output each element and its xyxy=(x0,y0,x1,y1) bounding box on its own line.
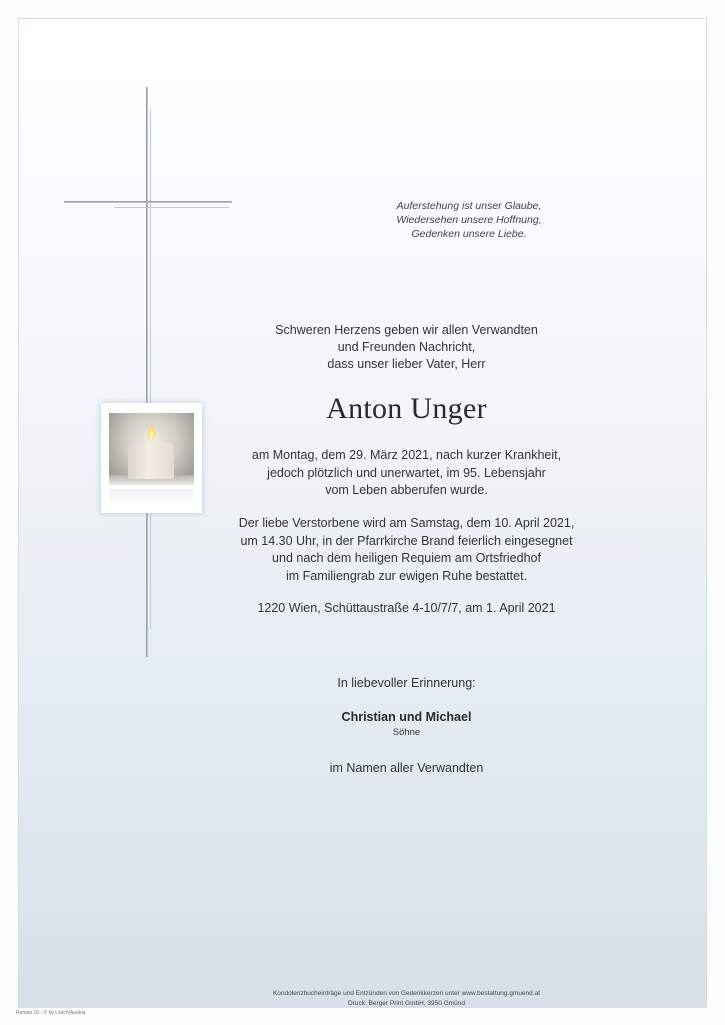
intro-line: dass unser lieber Vater, Herr xyxy=(327,357,486,371)
intro-text xyxy=(219,322,594,373)
motto-line: Wiedersehen unsere Hoffnung, xyxy=(396,214,542,226)
funeral-line: um 14.30 Uhr, in der Pfarrkirche Brand feierlich eingesegnet xyxy=(240,533,573,548)
footer xyxy=(219,989,594,1009)
funeral-line: Der liebe Verstorbene wird am Samstag, dem 10. April 2021, xyxy=(238,516,575,530)
candle-image-frame xyxy=(101,403,202,513)
funeral-details xyxy=(219,515,594,585)
cross-horizontal-beam xyxy=(64,201,232,203)
death-notice xyxy=(219,447,594,500)
intro-line: Schweren Herzens geben wir allen Verwandten xyxy=(275,323,538,337)
cross-vertical-beam xyxy=(146,87,148,657)
candle-icon xyxy=(128,443,174,479)
motto xyxy=(359,199,579,241)
funeral-line: im Familiengrab zur ewigen Ruhe bestattet. xyxy=(285,568,528,583)
death-notice-line: am Montag, dem 29. März 2021, nach kurzer Krankheit, xyxy=(251,448,562,462)
obituary-card xyxy=(18,18,707,1008)
memory-line: In liebevoller Erinnerung: xyxy=(337,676,476,690)
footer-line: Kondolenzbucheinträge und Entzünden von Gedenkkerzen unter www.bestattung.gmuend.at xyxy=(272,990,541,997)
cross-horizontal-line xyxy=(114,207,229,208)
footer-line: Druck: Berger Print GmbH, 3950 Gmünd xyxy=(347,1000,466,1007)
intro-line: und Freunden Nachricht, xyxy=(337,340,476,354)
candle-reflection xyxy=(109,489,194,505)
death-notice-line: vom Leben abberufen wurde. xyxy=(325,483,488,497)
motto-line: Auferstehung ist unser Glaube, xyxy=(396,200,542,212)
signer-relation: Söhne xyxy=(392,727,421,738)
flame-icon xyxy=(148,425,155,441)
funeral-line: und nach dem heiligen Requiem am Ortsfriedhof xyxy=(272,551,541,565)
deceased-name: Anton Unger xyxy=(326,392,487,425)
candle-photo xyxy=(109,413,194,485)
relatives-line: im Namen aller Verwandten xyxy=(329,761,484,775)
death-notice-line: jedoch plötzlich und unerwartet, im 95. Lebensjahr xyxy=(267,465,546,480)
signer-names: Christian und Michael xyxy=(341,710,472,724)
motto-line: Gedenken unsere Liebe. xyxy=(411,228,527,240)
cross-vertical-line xyxy=(150,109,151,629)
address-date: 1220 Wien, Schüttaustraße 4-10/7/7, am 1. April 2021 xyxy=(257,601,556,615)
print-mark: Roman 10 - © by Lösch/Austria xyxy=(16,1010,86,1016)
